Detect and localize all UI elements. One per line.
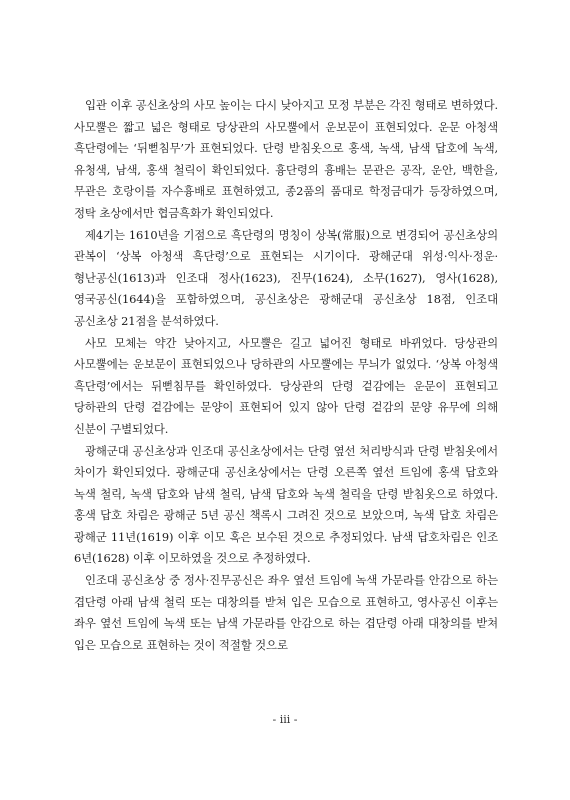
- paragraph-1: 입관 이후 공신초상의 사모 높이는 다시 낮아지고 모정 부분은 각진 형태로 변하였다. 사모뿔은 짧고 넓은 형태로 당상관의 사모뿔에서 운보문이 표현되었다. 운문 아청색 흑단령에는 ‘뒤뻗침무’가 표현되었다. 단령 받침옷으로 홍색, 녹색, 남색 답호에 녹색, 유청색, 남색, 홍색 철릭이 확인되었다. 흉단령의 흉배는 문관은 공작, 운안, 백한을, 무관은 호랑이를 자수흉배로 표현하였고, 종2품의 품대로 학정금대가 등장하였으며, 정탁 초상에서만 협금흑화가 확인되었다.: [74, 98, 498, 220]
- paragraph-5: 인조대 공신초상 중 정사·진무공신은 좌우 옆선 트임에 녹색 가문라를 안감으로 하는 겹단령 아래 남색 철릭 또는 대창의를 받쳐 입은 모습으로 표현하고, 영사공신 이후는 좌우 옆선 트임에 녹색 또는 남색 가문라를 안감으로 하는 겹단령 아래 대창의를 받쳐 입은 모습으로 표현하는 것이 적절할 것으로: [74, 573, 498, 652]
- paragraph-3: 사모 모체는 약간 낮아지고, 사모뿔은 길고 넓어진 형태로 바뀌었다. 당상관의 사모뿔에는 운보문이 표현되었으나 당하관의 사모뿔에는 무늬가 없었다. ‘상복 아청색 흑단령’에서는 뒤뻗침무를 확인하였다. 당상관의 단령 겉감에는 운문이 표현되고 당하관의 단령 겉감에는 문양이 표현되어 있지 않아 단령 겉감의 문양 유무에 의해 신분이 구별되었다.: [74, 335, 498, 436]
- body-text: [74, 95, 498, 656]
- paragraph-2: 제4기는 1610년을 기점으로 흑단령의 명칭이 상복(常服)으로 변경되어 공신초상의 관복이 ‘상복 아청색 흑단령’으로 표현되는 시기이다. 광해군대 위성·익사·정운·형난공신(1613)과 인조대 정사(1623), 진무(1624), 소무(1627), 영사(1628), 영국공신(1644)을 포함하였으며, 공신초상은 광해군대 공신초상 18점, 인조대 공신초상 21점을 분석하였다.: [74, 227, 498, 328]
- page-number: - iii -: [272, 713, 298, 726]
- paragraph-4: 광해군대 공신초상과 인조대 공신초상에서는 단령 옆선 처리방식과 단령 받침옷에서 차이가 확인되었다. 광해군대 공신초상에서는 단령 오른쪽 옆선 트임에 홍색 답호와 녹색 철릭, 녹색 답호와 남색 철릭, 남색 답호와 녹색 철릭을 단령 받침옷으로 하였다. 홍색 답호 차림은 광해군 5년 공신 책록시 그려진 것으로 보았으며, 녹색 답호 차림은 광해군 11년(1619) 이후 이모 혹은 보수된 것으로 추정되었다. 남색 답호차림은 인조 6년(1628) 이후 이모하였을 것으로 추정하였다.: [74, 443, 498, 566]
